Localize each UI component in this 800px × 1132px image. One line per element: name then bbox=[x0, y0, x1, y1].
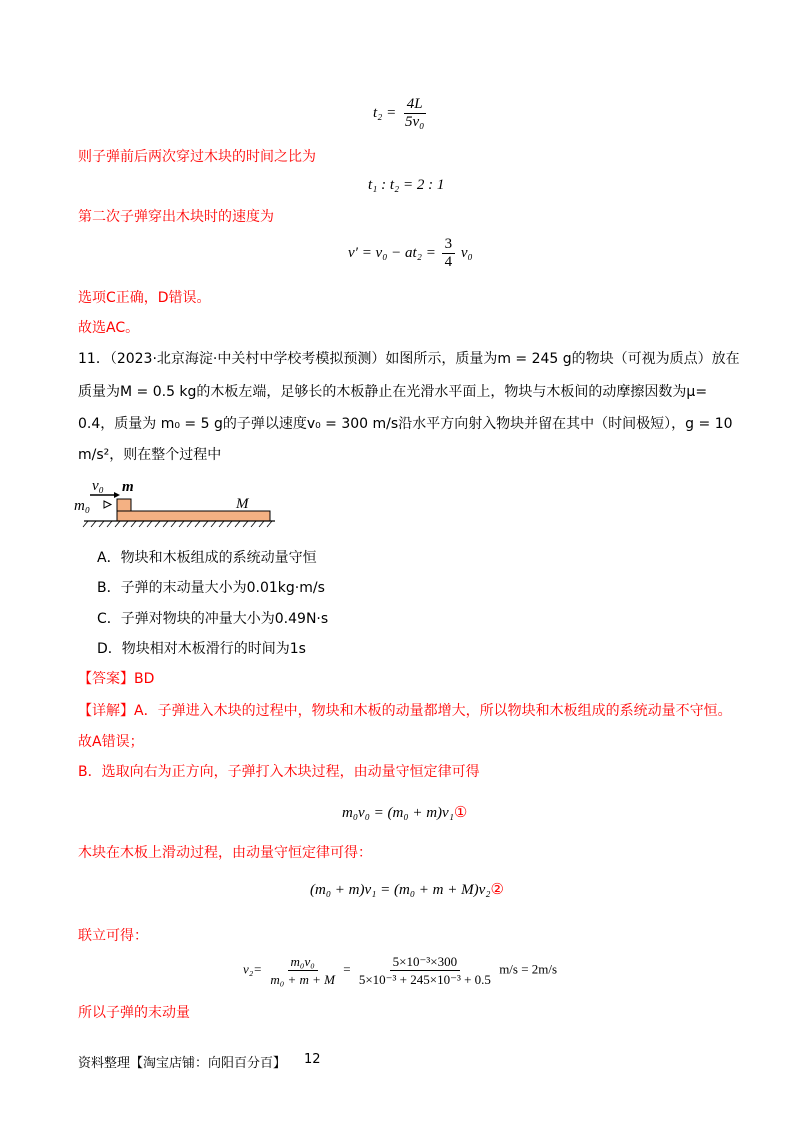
choose-ac: 故选AC。 bbox=[78, 320, 140, 336]
bullet-icon bbox=[104, 501, 111, 508]
footer-source: 资料整理【淘宝店铺：向阳百分百】 bbox=[78, 1056, 287, 1071]
q11-line-1: 11．（2023·北京海淀·中关村中学校考模拟预测）如图所示，质量为m = 245 g的物块（可视为质点）放在 bbox=[78, 351, 740, 367]
formula-eq2: (m₀ + m)v₁ = (m₀ + m + M)v₂② bbox=[310, 882, 504, 898]
option-a: A．物块和木板组成的系统动量守恒 bbox=[97, 550, 317, 566]
formula-ratio: t₁ : t₂ = 2 : 1 bbox=[368, 177, 445, 193]
q11-line-2: 质量为M = 0.5 kg的木板左端，足够长的木板静止在光滑水平面上，物块与木板间的动摩擦因数为μ= bbox=[78, 384, 708, 400]
velocity-arrowhead bbox=[114, 492, 120, 498]
formula-v2: v₂= $\frac{\text{m₀v₀}}{\text{m₀ + m + M}}$ = $\frac{\text{5×10⁻³×300}}{\text{5×10⁻³ + 245×10⁻³ + 0.5}}$ m/s = 2m/s bbox=[243, 954, 558, 987]
option-c: C．子弹对物块的冲量大小为0.49N·s bbox=[97, 611, 329, 627]
combine: 联立可得： bbox=[78, 928, 148, 944]
q11-line-4: m/s²，则在整个过程中 bbox=[78, 447, 222, 463]
ratio-intro: 则子弹前后两次穿过木块的时间之比为 bbox=[78, 149, 316, 165]
m-label: m bbox=[122, 479, 134, 495]
board-M bbox=[117, 511, 270, 521]
formula-vprime: v′ = v₀ − at₂ = $\frac{3}{4}$ v₀ bbox=[348, 236, 473, 270]
detail-line-1: 【详解】A．子弹进入木块的过程中，物块和木板的动量都增大，所以物块和木板组成的系统动量不守恒。 bbox=[78, 703, 732, 719]
bullet-block-board-figure bbox=[70, 476, 285, 528]
page-number: 12 bbox=[304, 1052, 321, 1067]
slide-intro: 木块在木板上滑动过程，由动量守恒定律可得： bbox=[78, 845, 372, 861]
block-m bbox=[117, 499, 131, 511]
option-d: D．物块相对木板滑行的时间为1s bbox=[97, 641, 306, 657]
ground-hatch bbox=[83, 521, 272, 527]
detail-b: B．选取向右为正方向，子弹打入木块过程，由动量守恒定律可得 bbox=[78, 764, 480, 780]
m0-label: m₀ bbox=[74, 498, 91, 514]
detail-line-2: 故A错误； bbox=[78, 734, 144, 750]
formula-eq1: m₀v₀ = (m₀ + m)v₁① bbox=[342, 805, 468, 821]
equation-marker-1: ① bbox=[453, 805, 468, 821]
formula-t2: t₂ = $\frac{4L}{\text{5v₀}}$ bbox=[373, 96, 425, 130]
equation-marker-2: ② bbox=[490, 882, 504, 898]
cd-conclusion: 选项C正确，D错误。 bbox=[78, 290, 211, 306]
final-momentum: 所以子弹的末动量 bbox=[78, 1005, 190, 1021]
second-speed-intro: 第二次子弹穿出木块时的速度为 bbox=[78, 209, 274, 225]
option-b: B．子弹的末动量大小为0.01kg·m/s bbox=[97, 580, 325, 596]
answer: 【答案】BD bbox=[78, 671, 155, 687]
v0-label: v₀ bbox=[92, 478, 104, 494]
q11-line-3: 0.4，质量为 m₀ = 5 g的子弹以速度v₀ = 300 m/s沿水平方向射入物块并留在其中（时间极短），g = 10 bbox=[78, 416, 733, 432]
M-label: M bbox=[236, 496, 249, 512]
